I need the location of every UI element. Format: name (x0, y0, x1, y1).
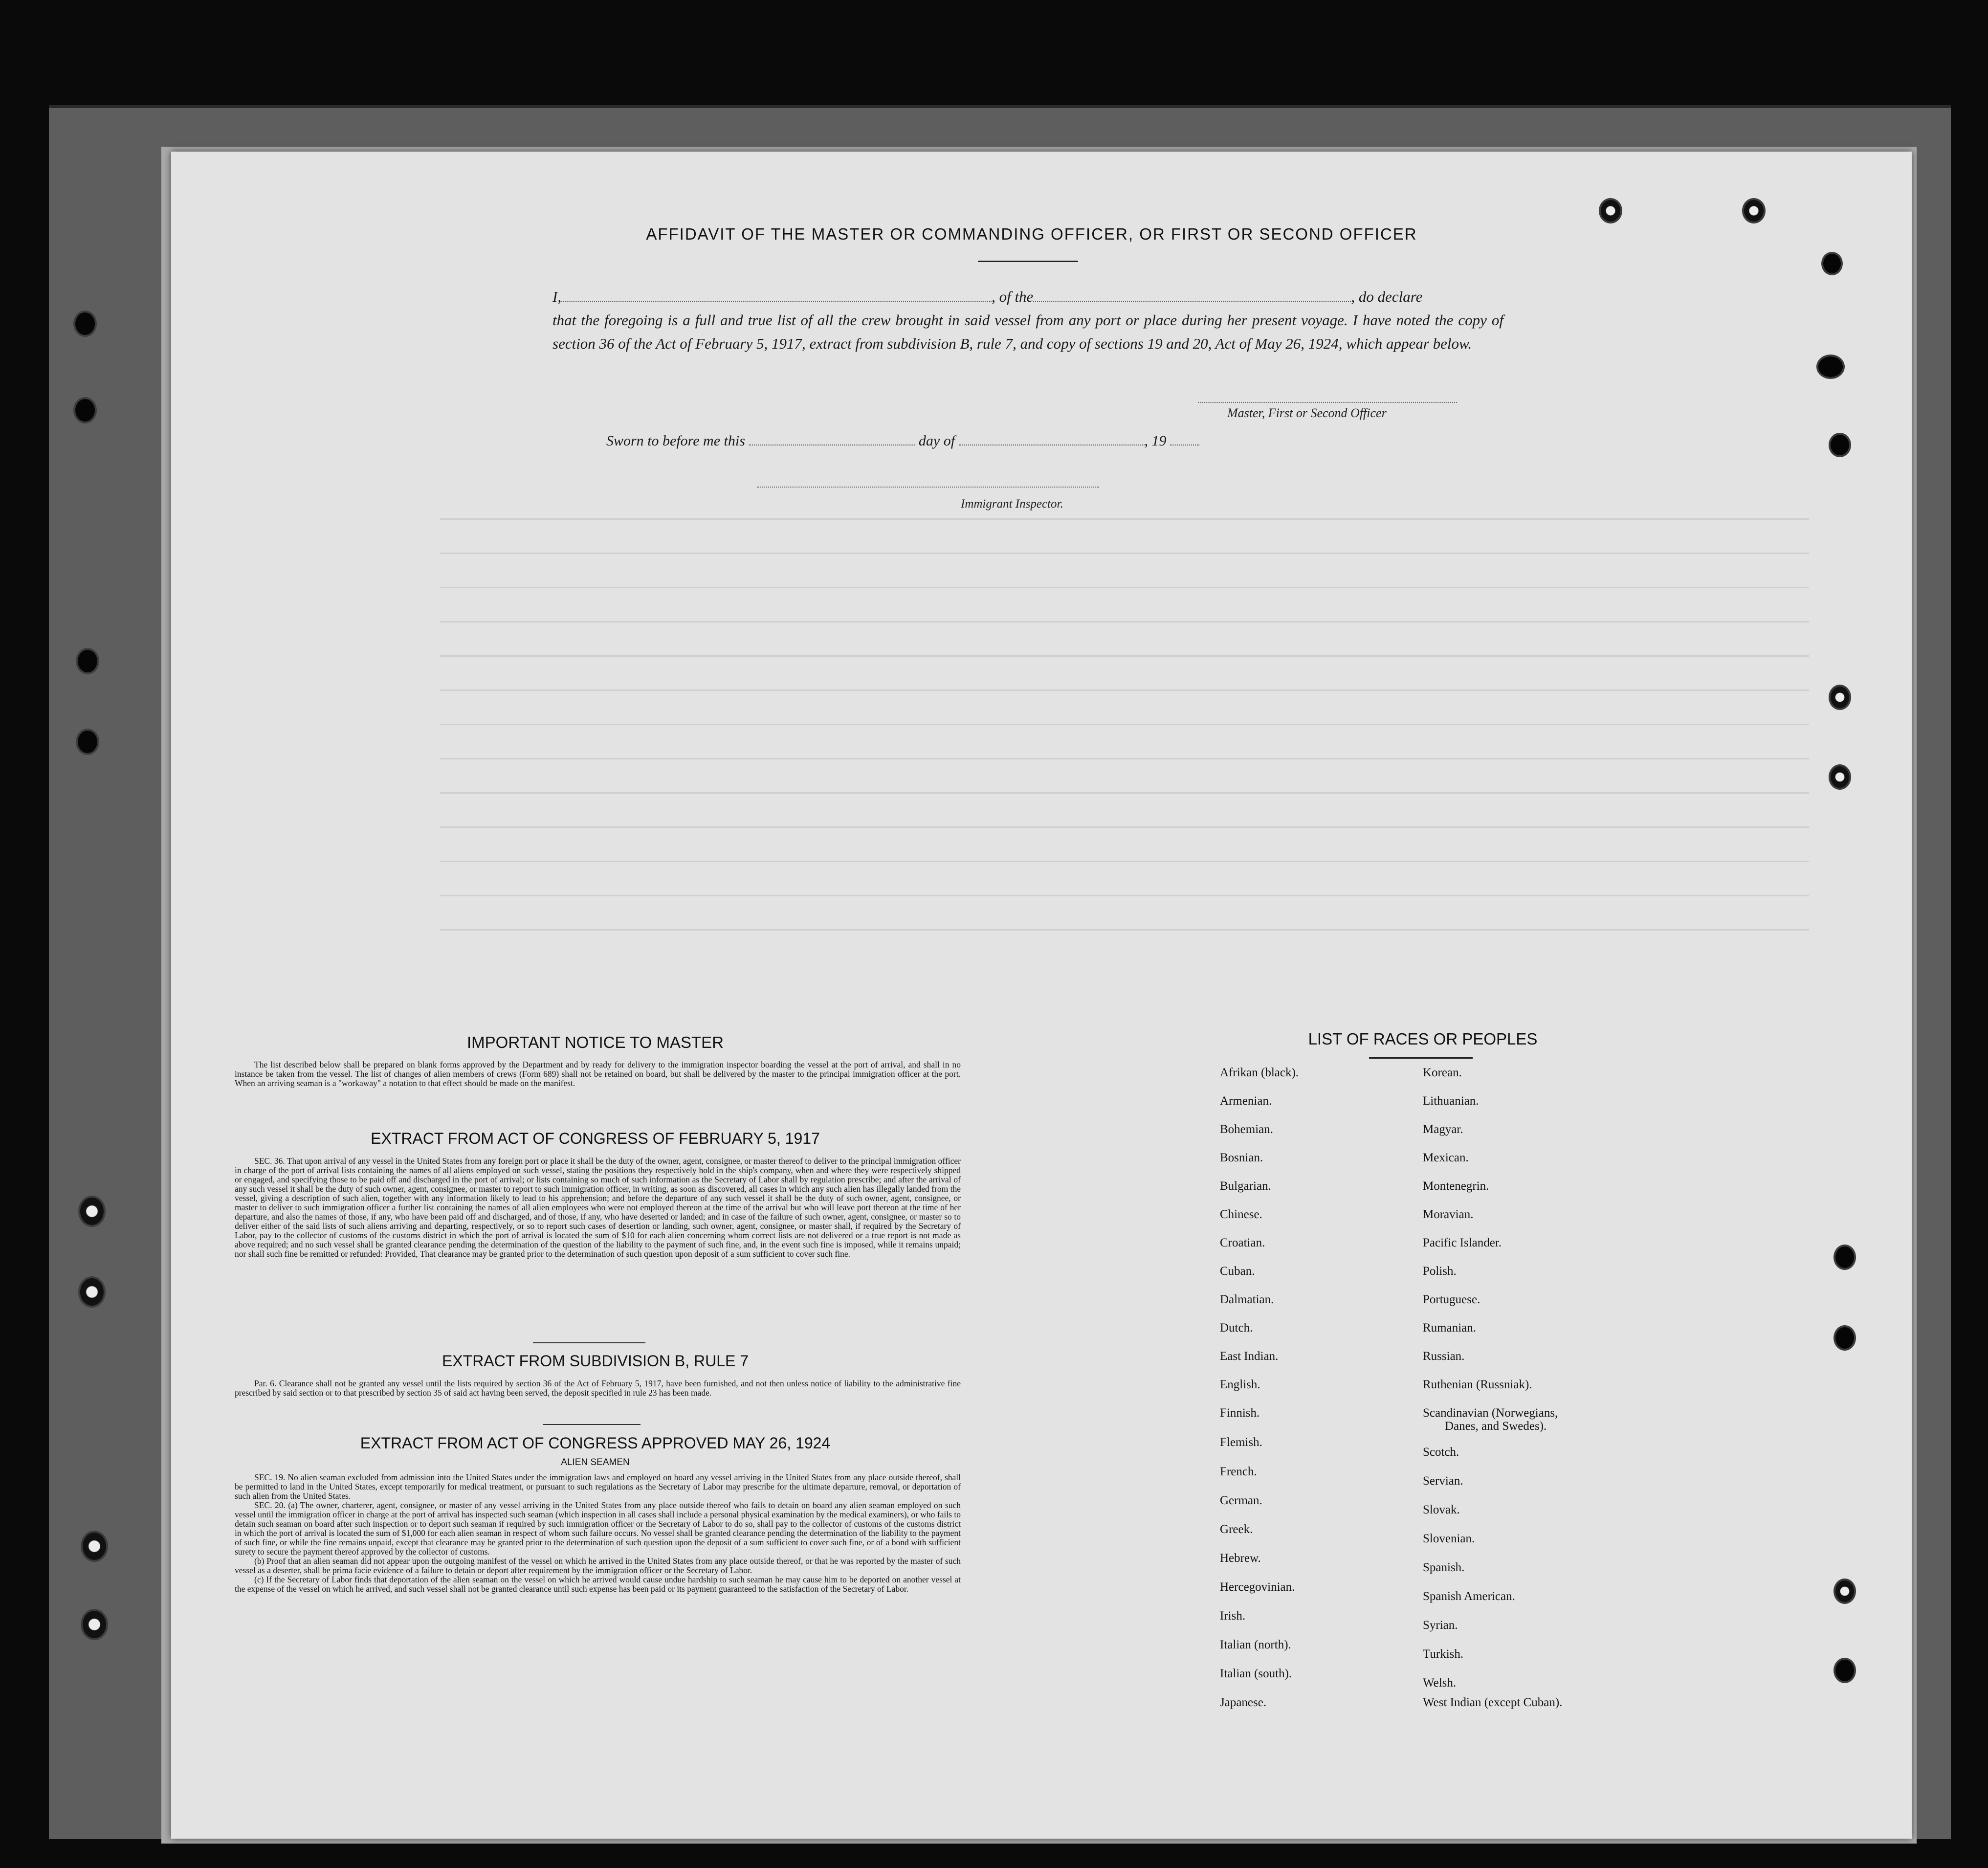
sworn-prefix: Sworn to before me this (606, 433, 745, 449)
race-item: Afrikan (black). (1220, 1066, 1299, 1079)
race-item: Bohemian. (1220, 1123, 1274, 1136)
race-item: Japanese. (1220, 1696, 1267, 1709)
race-item: Magyar. (1423, 1123, 1463, 1136)
race-item: Dutch. (1220, 1321, 1253, 1334)
punch-hole (1833, 1579, 1856, 1604)
sec19-paragraph: SEC. 19. No alien seaman excluded from admission into the United States under the immigration laws and employed on board any vessel arriving in the United States from any place outside thereof, shall be permitted to land in the United States, except temporarily for medical treatment, or pursuant to such regulations as the Secretary of Labor may prescribe for the ultimate departure, removal, or deportation of such alien from the United States. (235, 1472, 961, 1501)
race-item: Scotch. (1423, 1445, 1459, 1459)
race-item: English. (1220, 1378, 1260, 1391)
race-item: West Indian (except Cuban). (1423, 1696, 1563, 1709)
affidavit-i: I, (552, 288, 562, 305)
punch-hole (1742, 198, 1766, 223)
punch-hole (1829, 433, 1851, 457)
binder-hole (78, 1196, 106, 1227)
binder-hole (81, 1609, 108, 1640)
race-item: Lithuanian. (1423, 1094, 1479, 1108)
punch-hole (1833, 1325, 1856, 1351)
inspector-signature-line[interactable] (757, 487, 1099, 488)
race-item: East Indian. (1220, 1350, 1279, 1363)
race-item: Spanish American. (1423, 1590, 1515, 1603)
race-item: Syrian. (1423, 1619, 1458, 1632)
race-item: Russian. (1423, 1350, 1465, 1363)
race-item: Dalmatian. (1220, 1293, 1274, 1306)
races-title: LIST OF RACES OR PEOPLES (1308, 1030, 1538, 1048)
race-item: French. (1220, 1465, 1257, 1478)
race-item: Armenian. (1220, 1094, 1272, 1108)
race-item: Croatian. (1220, 1236, 1265, 1249)
race-item: Slovenian. (1423, 1532, 1475, 1545)
affidavit-line-1 (552, 285, 1503, 309)
extract-1917-paragraph: SEC. 36. That upon arrival of any vessel in the United States from any foreign port or place it shall be the duty of the owner, agent, consignee, or master thereof to deliver to the principal immigration officer in charge of the port of arrival lists containing the names of all aliens employed on such vessel, stating the positions they respectively hold in the ship's company, when and where they were respectively shipped or engaged, and specifying those to be paid off and discharged in the port of arrival; or lists containing so much of such information as the Secretary of Labor shall by regulation prescribe; and after the arrival of any such vessel it shall be the duty of such owner, agent, consignee, or master to report to such immigration officer, in writing, as soon as discovered, all cases in which any such alien has illegally landed from the vessel, giving a description of such alien, together with any information likely to lead to his apprehension; and before the departure of any such vessel it shall be the duty of such owner, agent, consignee, or master to deliver to such immigration officer a further list containing the names of all alien employees who were not employed thereon at the time of the arrival but who will leave port thereon at the time of her departure, and also the names of those, if any, who have been paid off and discharged, and of those, if any, who have deserted or landed; and in case of the failure of such owner, agent, consignee, or master so to deliver either of the said lists of such aliens arriving and departing, respectively, or so to report such cases of desertion or landing, such owner, agent, consignee, or master shall, if required by the Secretary of Labor, pay to the collector of customs of the customs district in which the port of arrival is located the sum of $10 for each alien concerning whom correct lists are not delivered or a true report is not made as above required; and no such vessel shall be granted clearance pending the determination of the question of the liability to the payment of such fine, and, in the event such fine is imposed, while it remains unpaid; nor shall such fine be remitted or refunded: Provided, That clearance may be granted prior to the determination of such question upon deposit of a sum sufficient to cover such fine. (235, 1156, 961, 1259)
extract-1924-title: EXTRACT FROM ACT OF CONGRESS APPROVED MAY 26, 1924 (360, 1434, 831, 1452)
binder-hole (78, 1276, 106, 1308)
signature-label: Master, First or Second Officer (1227, 406, 1387, 420)
race-item: Pacific Islander. (1423, 1236, 1502, 1249)
affidavit-body (552, 285, 1503, 356)
race-item: Finnish. (1220, 1406, 1260, 1420)
inspector-label: Immigrant Inspector. (961, 497, 1063, 511)
sec20c-paragraph: (c) If the Secretary of Labor finds that deportation of the alien seaman on the vessel on which he arrived would cause undue hardship to such seaman he may cause him to be deported on another vessel at the expense of the vessel on which he arrived, and such vessel shall not be granted clearance until such expense has been paid or its payment guaranteed to the satisfaction of the Secretary of Labor. (235, 1575, 961, 1594)
race-item: Bosnian. (1220, 1151, 1263, 1164)
race-item: Bulgarian. (1220, 1179, 1271, 1193)
race-item: Chinese. (1220, 1208, 1262, 1221)
sworn-line (606, 433, 1199, 449)
sec20b-paragraph: (b) Proof that an alien seaman did not appear upon the outgoing manifest of the vessel on which he arrived in the United States from any place outside thereof, or that he was reported by the master of such vessel as a deserter, shall be prima facie evidence of a failure to detain or deport after requirement by the immigration officer or the Secretary of Labor. (235, 1556, 961, 1575)
race-item: Hercegovinian. (1220, 1580, 1295, 1594)
divider (1369, 1057, 1473, 1059)
race-item: Italian (south). (1220, 1667, 1292, 1680)
rule7-title: EXTRACT FROM SUBDIVISION B, RULE 7 (442, 1352, 749, 1370)
extract-1917-text (235, 1156, 961, 1259)
sworn-year: , 19 (1144, 433, 1167, 449)
affidavit-of-the: , of the (992, 288, 1034, 305)
race-item: Servian. (1423, 1474, 1463, 1488)
sec20a-paragraph: SEC. 20. (a) The owner, charterer, agent, consignee, or master of any vessel arriving in the United States from any place outside thereof who fails to detain on board any alien seaman employed on such vessel until the immigration officer in charge at the port of arrival has inspected such seaman (which inspection in all cases shall include a personal physical examination by the medical examiners), or who fails to detain such seaman on board after such inspection or to deport such seaman if required by such immigration officer or the Secretary of Labor to do so, shall pay to the collector of customs of the customs district in which the port of arrival is located the sum of $1,000 for each alien seaman in respect of whom such failure occurs. No vessel shall be granted clearance pending the determination of the liability to the payment of such fine, or while the fine remains unpaid, except that clearance may be granted prior to the determination of such question upon the deposit of a sum sufficient to cover such fine, or of a bond with sufficient surety to secure the payment thereof approved by the collector of customs. (235, 1500, 961, 1557)
race-item: Danes, and Swedes). (1445, 1420, 1547, 1433)
binder-hole (76, 648, 99, 674)
race-item: Welsh. (1423, 1676, 1457, 1690)
race-item: Turkish. (1423, 1647, 1464, 1661)
race-item: Rumanian. (1423, 1321, 1477, 1334)
notice-title: IMPORTANT NOTICE TO MASTER (466, 1033, 724, 1051)
punch-hole (1833, 1245, 1856, 1270)
signature-line[interactable] (1198, 402, 1457, 403)
punch-hole (1599, 198, 1622, 223)
divider (533, 1342, 645, 1343)
affidavit-title: AFFIDAVIT OF THE MASTER OR COMMANDING OFFICER, OR FIRST OR SECOND OFFICER (646, 225, 1417, 243)
race-item: Portuguese. (1423, 1293, 1480, 1306)
rule7-text (235, 1379, 961, 1398)
race-item: Cuban. (1220, 1265, 1255, 1278)
notice-text (235, 1060, 961, 1088)
affidavit-declare: , do declare (1351, 288, 1423, 305)
race-item: Greek. (1220, 1523, 1253, 1536)
race-item: Scandinavian (Norwegians, (1423, 1406, 1558, 1420)
punch-hole (1816, 355, 1845, 379)
binder-hole (81, 1531, 108, 1562)
divider (978, 261, 1078, 262)
extract-1924-subtitle: ALIEN SEAMEN (561, 1457, 630, 1468)
sworn-day-of: day of (918, 433, 955, 449)
punch-hole (1833, 1658, 1856, 1683)
extract-1917-title: EXTRACT FROM ACT OF CONGRESS OF FEBRUARY 5, 1917 (371, 1130, 820, 1147)
punch-hole (1821, 252, 1843, 275)
race-item: Mexican. (1423, 1151, 1469, 1164)
race-item: Polish. (1423, 1265, 1457, 1278)
binder-hole (73, 397, 97, 423)
race-item: Hebrew. (1220, 1552, 1261, 1565)
race-item: Flemish. (1220, 1436, 1262, 1449)
race-item: Irish. (1220, 1609, 1246, 1623)
affidavit-statement: that the foregoing is a full and true list of all the crew brought in said vessel from any port or place during her present voyage. I have noted the copy of section 36 of the Act of February 5, 1917, extract from subdivision B, rule 7, and copy of sections 19 and 20, Act of May 26, 1924, which appear below. (552, 311, 1503, 352)
extract-1924-text (235, 1473, 961, 1594)
race-item: Italian (north). (1220, 1638, 1291, 1651)
race-item: Montenegrin. (1423, 1179, 1489, 1193)
binder-hole (73, 311, 97, 337)
race-item: Moravian. (1423, 1208, 1474, 1221)
vessel-blank[interactable] (1033, 301, 1351, 302)
notice-paragraph: The list described below shall be prepared on blank forms approved by the Department and by ready for delivery to the immigration inspector boarding the vessel at the port of arrival, and shall in no instance be taken from the vessel. The list of changes of alien members of crews (Form 689) shall not be retained on board, but shall be delivered by the master to the principal immigration officer at the port. When an arriving seaman is a "workaway" a notation to that effect should be made on the manifest. (235, 1060, 961, 1088)
rule7-paragraph: Par. 6. Clearance shall not be granted any vessel until the lists required by section 36 of the Act of February 5, 1917, have been furnished, and not then unless notice of liability to the administrative fine prescribed by said section or to that prescribed by section 35 of said act having been served, the deposit specified in rule 23 has been made. (235, 1379, 961, 1398)
binder-hole (76, 729, 99, 755)
divider (543, 1424, 641, 1425)
race-item: German. (1220, 1494, 1262, 1507)
name-blank[interactable] (561, 301, 992, 302)
race-item: Ruthenian (Russniak). (1423, 1378, 1532, 1391)
race-item: Slovak. (1423, 1503, 1460, 1516)
race-item: Korean. (1423, 1066, 1462, 1079)
race-item: Spanish. (1423, 1561, 1465, 1574)
